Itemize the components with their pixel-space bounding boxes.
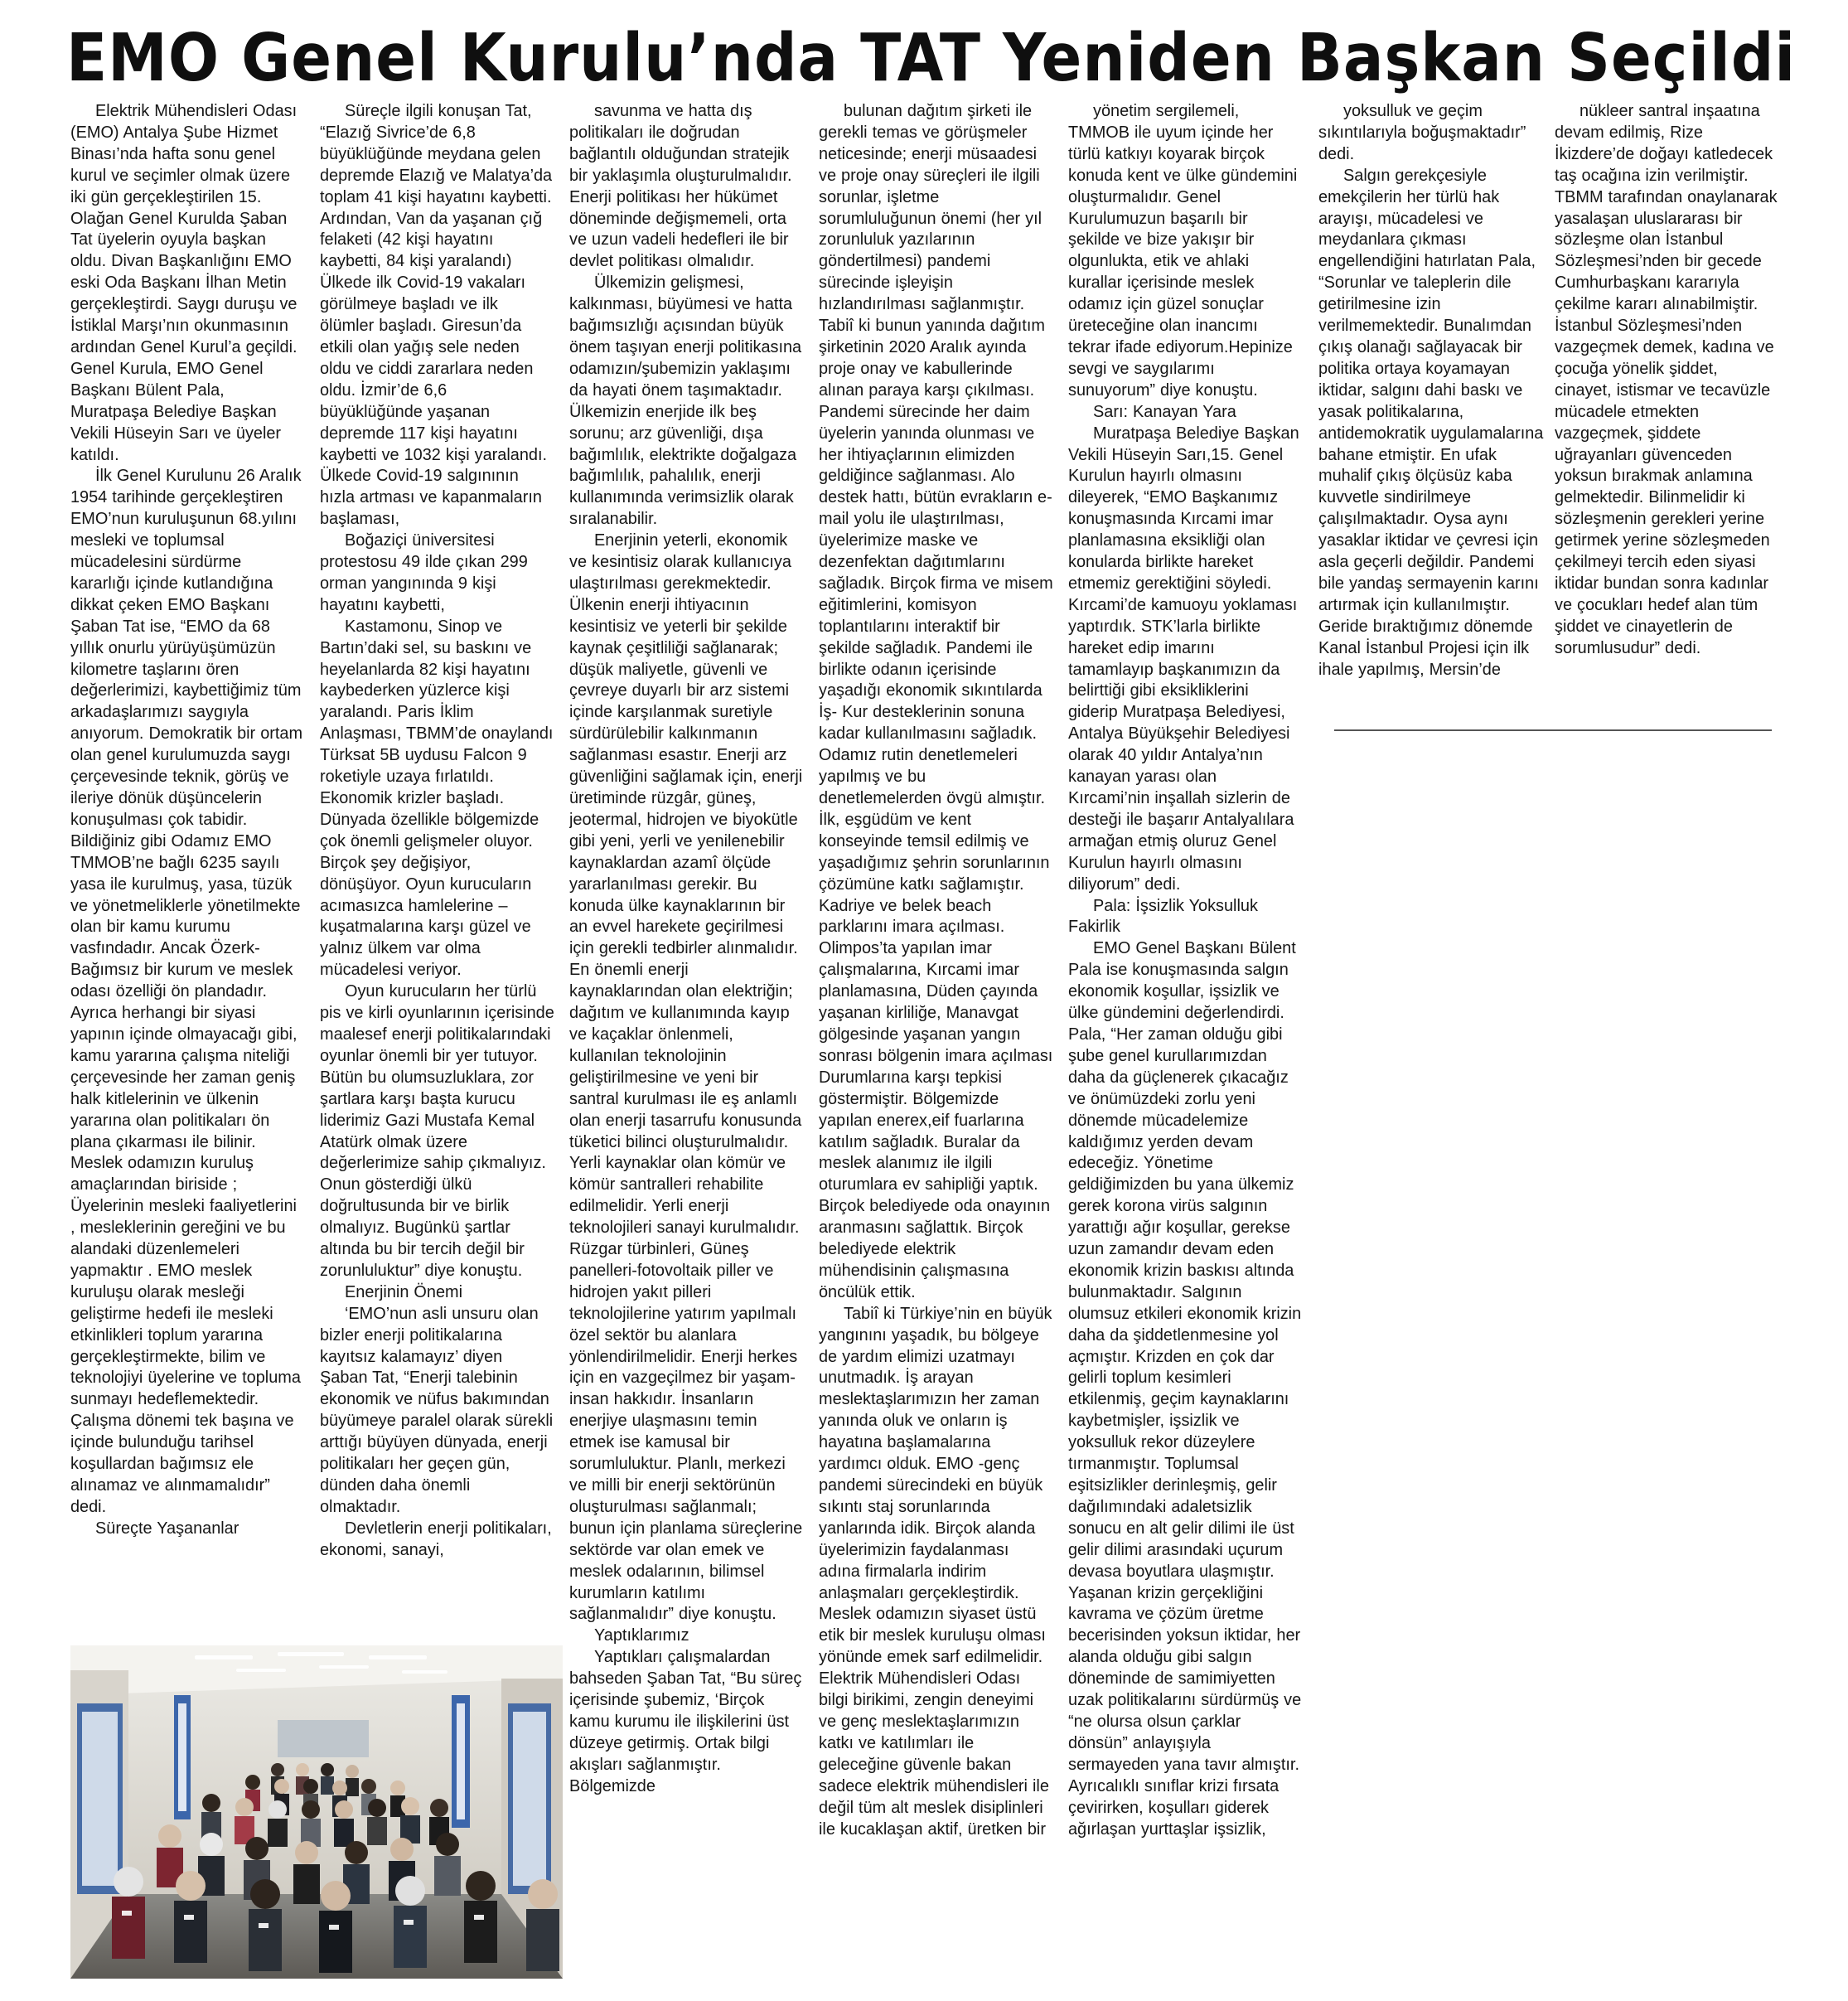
article-paragraph: savunma ve hatta dış politikaları ile doğrudan bağlantılı olduğundan stratejik bir yaklaşımla oluşturulmalıdır. Enerji politikası her hükümet döneminde değişmemeli, orta ve uzun vadeli hedefleri ile bir devlet politikası olmalıdır. xyxy=(569,102,792,271)
article-paragraph: Enerjinin yeterli, ekonomik ve kesintisiz olarak kullanıcıya ulaştırılması gerekmektedir. Ülkenin enerji ihtiyacının kesintisiz ve yeterli bir şekilde kaynak çeşitliliği sağlanarak; düşük maliyetle, güvenli ve çevreye duyarlı bir arz sistemi içinde karşılanmak suretiyle sürdürülebilir kalkınmanın sağlanması esastır. Enerji arz güvenliğini sağlamak için, enerji üretiminde rüzgâr, güneş, jeotermal, hidrojen ve biyokütle gibi yeni, yerli ve yenilenebilir kaynaklardan azamî ölçüde yararlanılması gerekir. Bu konuda ülke kaynaklarının bir an evvel harekete geçirilmesi için gerekli tedbirler alınmalıdır. En önemli enerji kaynaklarından olan elektriğin; dağıtım ve kullanımında kayıp ve kaçaklar önlenmeli, kullanılan teknolojinin geliştirilmesine ve yeni bir santral kurulması ile eş anlamlı olan enerji tasarrufu konusunda tüketici bilinci oluşturulmalıdır. Yerli kaynaklar olan kömür ve kömür santralleri rehabilite edilmelidir. Yerli enerji teknolojileri sanayi kurulmalıdır. Rüzgar türbinleri, Güneş panelleri-fotovoltaik piller ve hidrojen yakıt pilleri teknolojilerine yatırım yapılmalı özel sektör bu alanlara yönlendirilmelidir. Enerji herkes için en vazgeçilmez bir yaşam-insan hakkıdır. İnsanların enerjiye ulaşmasını temin etmek ise kamusal bir sorumluluktur. Planlı, merkezi ve milli bir enerji sektörünün oluşturulması sağlanmalı; bunun için planlama süreçlerine sektörde var olan emek ve meslek odalarının, bilimsel kurumların katılımı sağlanmalıdır” diye konuştu. xyxy=(569,531,803,1624)
article-paragraph: Yaptıklarımız xyxy=(594,1626,689,1645)
article-column-5 xyxy=(1068,101,1303,1983)
article-paragraph: ‘EMO’nun asli unsuru olan bizler enerji politikalarına kayıtsız kalamayız’ diyen Şaban Tat, “Enerji talebinin ekonomik ve nüfus bakımından büyümeye paralel olarak sürekli arttığı büyüyen dünyada, enerji politikaları her geçen gün, dünden daha önemli olmaktadır. xyxy=(320,1304,554,1516)
article-column-4 xyxy=(819,101,1053,1983)
article-paragraph: Süreçle ilgili konuşan Tat, “Elazığ Sivrice’de 6,8 büyüklüğünde meydana gelen depremde Elazığ ve Malatya’da toplam 41 kişi hayatını kaybetti. Ardından, Van da yaşanan çığ felaketi (42 kişi hayatını kaybetti, 84 kişi yaralandı) Ülkede ilk Covid-19 vakaları görülmeye başladı ve ilk ölümler başladı. Giresun’da etkili olan yağış sele neden oldu ve ciddi zararlara neden oldu. İzmir’de 6,6 büyüklüğünde yaşanan depremde 117 kişi hayatını kaybetti ve 1032 kişi yaralandı. Ülkede Covid-19 salgınının hızla artması ve kapanmaların başlaması, xyxy=(320,102,553,529)
article-column-2 xyxy=(320,101,554,1618)
article-paragraph: Muratpaşa Belediye Başkan Vekili Hüseyin Sarı,15. Genel Kurulun hayırlı olmasını dileyerek, “EMO Başkanımız konuşmasında Kırcami imar planlamasına eksikliği olan konularda birlikte hareket etmemiz gerektiğini söyledi. Kırcami’de kamuoyu yoklaması yaptırdık. STK’larla birlikte hareket edip imarını tamamlayıp başkanımızın da belirttiği gibi eksikliklerini giderip Muratpaşa Belediyesi, Antalya Büyükşehir Belediyesi olarak 40 yıldır Antalya’nın kanayan yarası olan Kırcami’nin inşallah sizlerin de desteği ile başarır Antalyalılara armağan etmiş oluruz Genel Kurulun hayırlı olmasını diliyorum” dedi. xyxy=(1068,424,1299,894)
article-paragraph: Oyun kurucuların her türlü pis ve kirli oyunlarının içerisinde maalesef enerji politikalarındaki oyunlar önemli bir yer tutuyor. Bütün bu olumsuzluklara, zor şartlara karşı başta kurucu liderimiz Gazi Mustafa Kemal Atatürk olmak üzere değerlerimize sahip çıkmalıyız. Onun gösterdiği ülkü doğrultusunda bir ve birlik olmalıyız. Bugünkü şartlar altında bu bir tercih değil bir zorunluluktur” diye konuştu. xyxy=(320,982,554,1280)
article-column-1 xyxy=(70,101,305,1618)
article-paragraph: Süreçte Yaşananlar xyxy=(95,1519,239,1538)
article-paragraph: Kastamonu, Sinop ve Bartın’daki sel, su baskını ve heyelanlarda 82 kişi hayatını kaybederken yüzlerce kişi yaralandı. Paris İklim Anlaşması, TBMM’de onaylandı Türksat 5B uydusu Falcon 9 roketiyle uzaya fırlatıldı. Ekonomik krizler başladı. Dünyada özellikle bölgemizde çok önemli gelişmeler oluyor. Birçok şey değişiyor, dönüşüyor. Oyun kurucuların acımasızca hamlelerine – kuşatmalarına karşı güzel ve yalnız ülkem var olma mücadelesi veriyor. xyxy=(320,617,554,980)
article-paragraph: Sarı: Kanayan Yara xyxy=(1093,402,1236,421)
article-paragraph: Boğaziçi üniversitesi protestosu 49 ilde çıkan 299 orman yangınında 9 kişi hayatını kaybetti, xyxy=(320,531,528,614)
article-paragraph: Devletlerin enerji politikaları, ekonomi, sanayi, xyxy=(320,1519,552,1559)
article-paragraph: Tabiî ki Türkiye’nin en büyük yangınını yaşadık, bu bölgeye de yardım elimizi uzatmayı unutmadık. İş arayan meslektaşlarımızın her zaman yanında oluk ve onların iş hayatına başlamalarına yardımcı olduk. EMO -genç pandemi sürecindeki en büyük sıkıntı staj sorunlarında yanlarında idik. Birçok alanda üyelerimizin faydalanması adına firmalarla indirim anlaşmaları gerçekleştirdik. Meslek odamızın siyaset üstü etik bir meslek kuruluşu olması yönünde emek sarf edilmelidir. Elektrik Mühendisleri Odası bilgi birikimi, zengin deneyimi ve genç meslektaşlarımızın katkı ve katılımları ile geleceğine güvenle bakan sadece elektrik mühendisleri ile değil tüm alt meslek disiplinleri ile kucaklaşan aktif, üretken bir xyxy=(819,1304,1052,1839)
article-paragraph: Enerjinin Önemi xyxy=(345,1282,463,1301)
article-column-7 xyxy=(1555,101,1778,731)
article-paragraph: Elektrik Mühendisleri Odası (EMO) Antalya Şube Hizmet Binası’nda hafta sonu genel kurul ve seçimler olmak üzere iki gün gerçekleştirilen 15. Olağan Genel Kurulda Şaban Tat üyelerin oyuyla başkan oldu. Divan Başkanlığını EMO eski Oda Başkanı İlhan Metin gerçekleştirdi. Saygı duruşu ve İstiklal Marşı’nın okunmasının ardından Genel Kurul’a geçildi. Genel Kurula, EMO Genel Başkanı Bülent Pala, Muratpaşa Belediye Başkan Vekili Hüseyin Sarı ve üyeler katıldı. xyxy=(70,102,298,464)
article-paragraph: EMO Genel Başkanı Bülent Pala ise konuşmasında salgın ekonomik koşullar, işsizlik ve ülke gündemini değerlendirdi. Pala, “Her zaman olduğu gibi şube genel kurullarımızdan daha da güçlenerek çıkacağız ve önümüzdeki zorlu yeni dönemde mücadelemize kaldığımız yerden devam edeceğiz. Yönetime geldiğimizden bu yana ülkemiz gerek korona virüs salgının yarattığı ağır koşullar, gerekse uzun zamandır devam eden ekonomik krizin baskısı altında bulunmaktadır. Salgının olumsuz etkileri ekonomik krizin daha da şiddetlenmesine yol açmıştır. Krizden en çok dar gelirli toplum kesimleri etkilenmiş, geçim kaynaklarını kaybetmişler, işsizlik ve yoksulluk rekor düzeylere tırmanmıştır. Toplumsal eşitsizlikler derinleşmiş, gelir dağılımındaki adaletsizlik sonucu en alt gelir dilimi ile üst gelir dilimi arasındaki uçurum devasa boyutlara ulaşmıştır. Yaşanan krizin gerçekliğini kavrama ve çözüm üretme becerisinden yoksun iktidar, her alanda olduğu gibi salgın döneminde de samimiyetten uzak politikalarını sürdürmüş ve “ne olursa olsun çarklar dönsün” anlayışıyla sermayeden yana tavır almıştır. Ayrıcalıklı sınıflar krizi fırsata çevirirken, koşulları giderek ağırlaşan yurttaşlar işsizlik, xyxy=(1068,939,1302,1839)
article-paragraph: Pala: İşsizlik Yoksulluk Fakirlik xyxy=(1068,896,1258,937)
article-paragraph: İlk Genel Kurulunu 26 Aralık 1954 tarihinde gerçekleştiren EMO’nun kuruluşunun 68.yılını mesleki ve toplumsal mücadelesini sürdürme kararlığı içinde kutlandığına dikkat çeken EMO Başkanı Şaban Tat ise, “EMO da 68 yıllık onurlu yürüyüşümüzün kilometre taşlarını ören değerlerimizi, kaybettiğimiz tüm arkadaşlarımızı saygıyla anıyorum. Demokratik bir ortam olan genel kurulumuzda saygı çerçevesinde teknik, görüş ve ileriye dönük düşüncelerin konuşulması çok tabidir. Bildiğiniz gibi Odamız EMO TMMOB’ne bağlı 6235 sayılı yasa ile kurulmuş, yasa, tüzük ve yönetmeliklerle yönetilmekte olan bir kamu kurumu vasfındadır. Ancak Özerk-Bağımsız bir kurum ve meslek odası özelliği ön plandadır. Ayrıca herhangi bir siyasi yapının içinde olmayacağı gibi, kamu yararına çalışma niteliği çerçevesinde her zaman geniş halk kitlelerinin ve ülkenin yararına olan politikaları ön plana çıkarması ile bilinir. Meslek odamızın kuruluş amaçlarından biriside ; Üyelerinin mesleki faaliyetlerini , mesleklerinin gereğini ve bu alandaki düzenlemeleri yapmaktır . EMO meslek kuruluşu olarak mesleği geliştirme hedefi ile mesleki etkinlikleri toplum yararına gerçekleştirmekte, bilim ve teknolojiyi üyelerine ve topluma sunmayı hedeflemektedir. Çalışma dönemi tek başına ve içinde bulunduğu tarihsel koşullardan bağımsız ele alınamaz ve alınmamalıdır” dedi. xyxy=(70,467,303,1516)
article-column-6 xyxy=(1318,101,1553,731)
column-end-rule xyxy=(1334,729,1772,731)
headline: EMO Genel Kurulu’nda TAT Yeniden Başkan Seçildi xyxy=(66,19,1797,96)
article-paragraph: Ülkemizin gelişmesi, kalkınması, büyümesi ve hatta bağımsızlığı açısından büyük önem taşıyan enerji politikasına odamızın/şubemizin yaklaşımı da hayati önem taşımaktadır. Ülkemizin enerjide ilk beş sorunu; arz güvenliği, dışa bağımlılık, elektrikte doğalgaza bağımlılık, pahalılık, enerji kullanımında verimsizlik olarak sıralanabilir. xyxy=(569,274,802,529)
article-paragraph: nükleer santral inşaatına devam edilmiş, Rize İkizdere’de doğayı katledecek taş ocağına izin verilmiştir. TBMM tarafından onaylanarak yasalaşan uluslararası bir sözleşme olan İstanbul Sözleşmesi’nden bir gecede Cumhurbaşkanı kararıyla çekilme kararı alınabilmiştir. İstanbul Sözleşmesi’nden vazgeçmek demek, kadına ve çocuğa yönelik şiddet, cinayet, istismar ve tecavüzle mücadele etmekten vazgeçmek, şiddete uğrayanları güvenceden yoksun bırakmak anlamına gelmektedir. Bilinmelidir ki sözleşmenin gerekleri yerine getirmek yerine sözleşmeden çekilmeyi tercih eden siyasi iktidar bundan sonra kadınlar ve çocukları hedef alan tüm şiddet ve cinayetlerin de sorumlusudur” dedi. xyxy=(1555,102,1778,657)
article-paragraph: Yaptıkları çalışmalardan bahseden Şaban Tat, “Bu süreç içerisinde şubemiz, ‘Birçok kamu kurumu ile ilişkilerini üst düzeye getirmiş. Ortak bilgi akışları sağlanmıştır. Bölgemizde xyxy=(569,1648,802,1795)
article-paragraph: yönetim sergilemeli, TMMOB ile uyum içinde her türlü katkıyı koyarak birçok konuda kent ve ülke gündemini oluşturmalıdır. Genel Kurulumuzun başarılı bir şekilde ve bize yakışır bir olgunlukta, etik ve ahlaki kurallar içerisinde meslek odamız için güzel sonuçlar üreteceğine olan inancımı tekrar ifade ediyorum.Hepinize sevgi ve saygılarımı sunuyorum” diye konuştu. xyxy=(1068,102,1298,400)
article-column-3 xyxy=(569,101,804,1983)
article-paragraph: yoksulluk ve geçim sıkıntılarıyla boğuşmaktadır” dedi. xyxy=(1318,102,1526,163)
article-paragraph: bulunan dağıtım şirketi ile gerekli temas ve görüşmeler neticesinde; enerji müsaadesi ve proje onay süreçleri ile ilgili sorunlar, işletme sorumluluğunun önemi (her yıl zorunluluk yazılarının göndertilmesi) pandemi sürecinde işleyişin hızlandırılması sağlanmıştır. Tabiî ki bunun yanında dağıtım şirketinin 2020 Aralık ayında proje onay ve kabullerinde alınan paraya karşı çıkılması. Pandemi sürecinde her daim üyelerin yanında olunması ve her ihtiyaçlarının elimizden geldiğince sağlanması. Alo destek hattı, bütün evrakların e-mail yolu ile ulaştırılması, üyelerimize maske ve dezenfektan dağıtımlarını sağladık. Birçok firma ve misem eğitimlerini, komisyon toplantılarını interaktif bir şekilde sağladık. Pandemi ile birlikte odanın içerisinde yaşadığı ekonomik sıkıntılarda İş- Kur desteklerinin sonuna kadar kullanılmasını sağladık. Odamız rutin denetlemeleri yapılmış ve bu denetlemelerden övgü almıştır. İlk, eşgüdüm ve kent konseyinde temsil edilmiş ve yaşadığımız şehrin sorunlarının çözümüne katkı sağlamıştır. Kadriye ve belek beach parklarını imara açılması. Olimpos’ta yapılan imar çalışmalarına, Kırcami imar planlamasına, Düden çayında yaşanan kirliliğe, Manavgat gölgesinde yaşanan yangın sonrası bölgenin imara açılması Durumlarına karşı tepkisi göstermiştir. Bölgemizde yapılan enerex,eif fuarlarına katılım sağladık. Buralar da meslek alanımız ile ilgili oturumlara ev sahipliği yaptık. Birçok belediyede oda onayının aranmasını sağlattık. Birçok belediyede elektrik mühendisinin çalışmasına öncülük ettik. xyxy=(819,102,1053,1301)
article-paragraph: Salgın gerekçesiyle emekçilerin her türlü hak arayışı, mücadelesi ve meydanlara çıkması engellendiğini hatırlatan Pala, “Sorunlar ve taleplerin dile getirilmesine izin verilmemektedir. Bunalımdan çıkış olanağı sağlayacak bir politika ortaya koyamayan iktidar, salgını dahi baskı ve yasak politikalarına, antidemokratik uygulamalarına bahane etmiştir. En ufak muhalif çıkış ölçüsüz kaba kuvvetle sindirilmeye çalışılmaktadır. Oysa aynı yasaklar iktidar ve çevresi için asla geçerli değildir. Pandemi bile yandaş sermayenin karını artırmak için kullanılmıştır. Geride bıraktığımız dönemde Kanal İstanbul Projesi için ilk ihale yapılmış, Mersin’de xyxy=(1318,166,1544,679)
meeting-hall-photo xyxy=(70,1645,563,1979)
